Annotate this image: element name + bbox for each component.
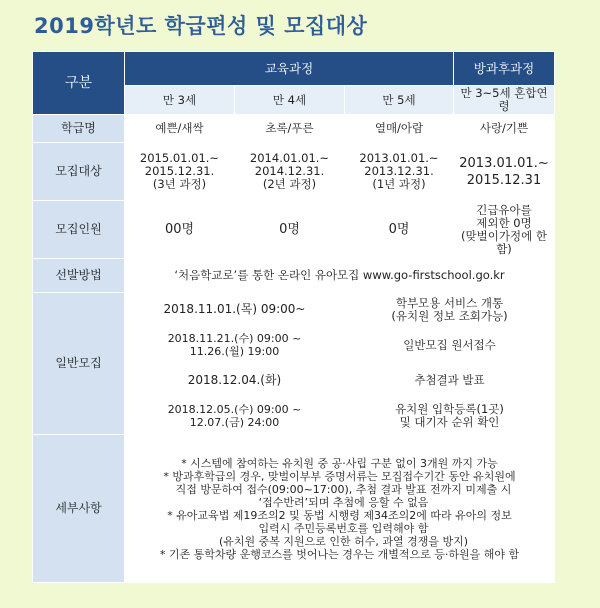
general-desc-3: 추첨결과 발표 (345, 364, 555, 398)
details-line: * 방과후학급의 경우, 맞벌이부부 증명서류는 모집접수기간 동안 유치원에 (163, 469, 516, 483)
row-label-target: 모집대상 (33, 143, 125, 201)
count-age4: 0명 (235, 201, 345, 259)
general-desc-4: 유치원 입학등록(1곳) 및 대기자 순위 확인 (345, 398, 555, 435)
general-desc-1: 학부모용 서비스 개통 (유치원 정보 조회가능) (345, 293, 555, 327)
details-line: * 시스템에 참여하는 유치원 중 공·사립 구분 없이 3개원 까지 가능 (181, 456, 498, 470)
details-line: 입력시 주민등록번호를 입력해야 함 (258, 521, 429, 535)
details-line: 직접 방문하여 접수(09:00~17:00), 추첨 결과 발표 전까지 미제출 시 (175, 482, 512, 496)
details-notes (125, 435, 555, 583)
general-date-1: 2018.11.01.(목) 09:00~ (125, 293, 345, 327)
header-age-5: 만 5세 (345, 86, 454, 115)
general-date-4: 2018.12.05.(수) 09:00 ~ 12.07.(금) 24:00 (125, 398, 345, 435)
row-label-class-name: 학급명 (33, 115, 125, 143)
row-label-general: 일반모집 (33, 293, 125, 435)
count-age3: 00명 (125, 201, 235, 259)
target-mixed: 2013.01.01.~ 2015.12.31 (454, 143, 555, 201)
header-curriculum: 교육과정 (125, 52, 454, 86)
header-age-mixed: 만 3~5세 혼합연령 (454, 86, 555, 115)
target-age5: 2013.01.01.~ 2013.12.31. (1년 과정) (345, 143, 454, 201)
count-age5: 0명 (345, 201, 454, 259)
admission-table (32, 51, 555, 583)
details-line: * 기존 통학차량 운행코스를 벗어나는 경우는 개별적으로 등·하원을 해야 함 (159, 547, 520, 561)
general-desc-2: 일반모집 원서접수 (345, 327, 555, 364)
method-value: ‘처음학교로’를 통한 온라인 유아모집 www.go-firstschool.go.kr (125, 259, 555, 293)
details-line: * 유아교육법 제19조의2 및 동법 시행령 제34조의2에 따라 유아의 정보 (167, 508, 512, 522)
details-line: (유치원 중복 지원으로 인한 허수, 과열 경쟁을 방지) (218, 534, 469, 548)
header-division: 구분 (33, 52, 125, 115)
row-label-count: 모집인원 (33, 201, 125, 259)
details-line: ‘접수반려’되며 추첨에 응할 수 없음 (258, 495, 429, 509)
class-name-age5: 열매/아람 (345, 115, 454, 143)
target-age4: 2014.01.01.~ 2014.12.31. (2년 과정) (235, 143, 345, 201)
header-afterschool: 방과후과정 (454, 52, 555, 86)
general-date-2: 2018.11.21.(수) 09:00 ~ 11.26.(월) 19:00 (125, 327, 345, 364)
header-age-4: 만 4세 (235, 86, 345, 115)
row-label-method: 선발방법 (33, 259, 125, 293)
page-title: 2019학년도 학급편성 및 모집대상 (34, 14, 368, 38)
target-age3: 2015.01.01.~ 2015.12.31. (3년 과정) (125, 143, 235, 201)
class-name-mixed: 사랑/기쁜 (454, 115, 555, 143)
general-date-3: 2018.12.04.(화) (125, 364, 345, 398)
class-name-age4: 초록/푸른 (235, 115, 345, 143)
header-age-3: 만 3세 (125, 86, 235, 115)
count-afterschool: 긴급유아를 제외한 0명 (맞벌이가정에 한함) (454, 201, 555, 259)
row-label-details: 세부사항 (33, 435, 125, 583)
class-name-age3: 예쁜/새싹 (125, 115, 235, 143)
